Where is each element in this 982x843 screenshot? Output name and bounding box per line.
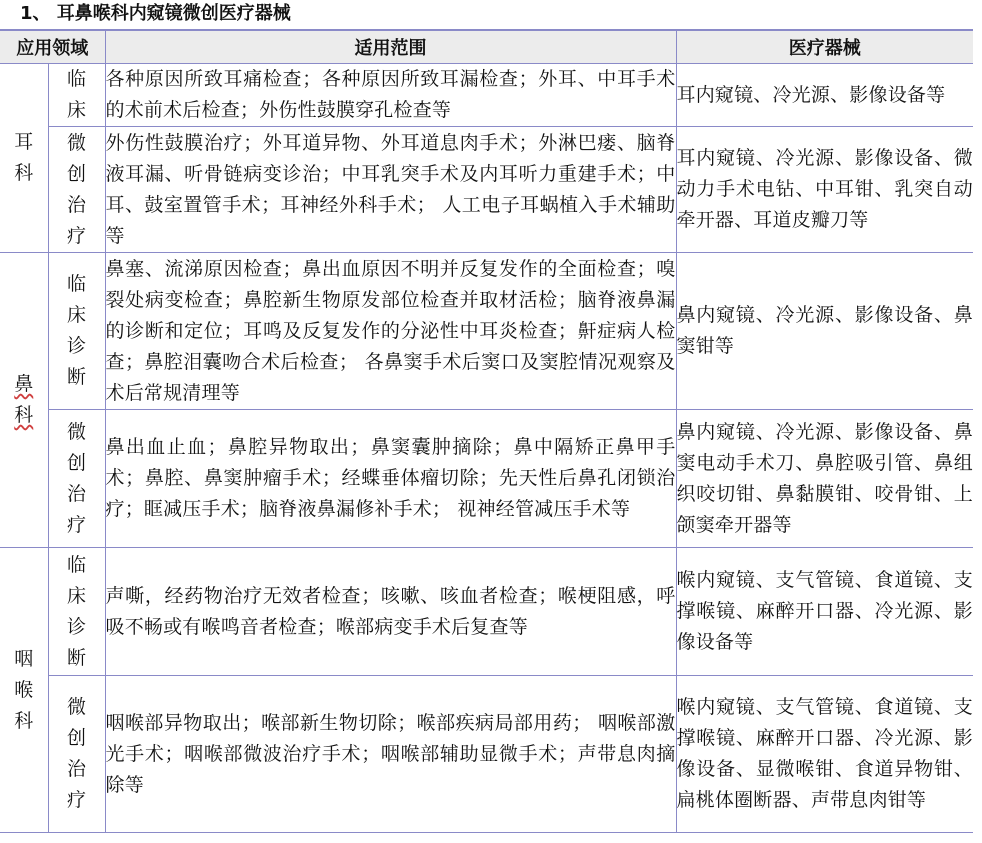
section-title: 1、 耳鼻喉科内窥镜微创医疗器械: [20, 3, 291, 24]
scope-cell: 鼻出血止血；鼻腔异物取出；鼻窦囊肿摘除；鼻中隔矫正鼻甲手术；鼻腔、鼻窦肿瘤手术；经蝶垂体瘤切除；先天性后鼻孔闭锁治疗；眶减压手术；脑脊液鼻漏修补手术； 视神经管减压手术等: [105, 410, 676, 548]
sub-cell: 临床诊断: [48, 253, 105, 410]
device-cell: 喉内窥镜、支气管镜、食道镜、支撑喉镜、麻醉开口器、冷光源、影像设备、显微喉钳、食道异物钳、扁桃体圈断器、声带息肉钳等: [676, 676, 973, 833]
table-header-row: [0, 30, 973, 64]
scope-cell: 鼻塞、流涕原因检查；鼻出血原因不明并反复发作的全面检查；嗅裂处病变检查；鼻腔新生物原发部位检查并取材活检；脑脊液鼻漏的诊断和定位；耳鸣及反复发作的分泌性中耳炎检查；鼾症病人检查；鼻腔泪囊吻合术后检查； 各鼻窦手术后窦口及窦腔情况观察及术后常规清理等: [105, 253, 676, 410]
field-cell: 鼻科: [0, 253, 48, 548]
scope-cell: 外伤性鼓膜治疗；外耳道异物、外耳道息肉手术；外淋巴瘘、脑脊液耳漏、听骨链病变诊治；中耳乳突手术及内耳听力重建手术；中耳、鼓室置管手术；耳神经外科手术； 人工电子耳蜗植入手术辅助等: [105, 127, 676, 253]
device-cell: 鼻内窥镜、冷光源、影像设备、鼻窦电动手术刀、鼻腔吸引管、鼻组织咬切钳、鼻黏膜钳、咬骨钳、上颌窦牵开器等: [676, 410, 973, 548]
field-cell: 咽喉科: [0, 548, 48, 833]
table-row: [0, 548, 973, 676]
sub-cell: 临床: [48, 64, 105, 127]
scope-cell: 咽喉部异物取出；喉部新生物切除；喉部疾病局部用药； 咽喉部激光手术；咽喉部微波治疗手术；咽喉部辅助显微手术；声带息肉摘除等: [105, 676, 676, 833]
device-cell: 鼻内窥镜、冷光源、影像设备、鼻窦钳等: [676, 253, 973, 410]
sub-cell: 微创治疗: [48, 676, 105, 833]
table-row: [0, 676, 973, 833]
sub-cell: 微创治疗: [48, 127, 105, 253]
sub-cell: 临床诊断: [48, 548, 105, 676]
device-table: [0, 29, 973, 833]
device-cell: 耳内窥镜、冷光源、影像设备、微动力手术电钻、中耳钳、乳突自动牵开器、耳道皮瓣刀等: [676, 127, 973, 253]
device-cell: 喉内窥镜、支气管镜、食道镜、支撑喉镜、麻醉开口器、冷光源、影像设备等: [676, 548, 973, 676]
table-row: [0, 253, 973, 410]
header-scope: 适用范围: [105, 30, 676, 64]
device-cell: 耳内窥镜、冷光源、影像设备等: [676, 64, 973, 127]
header-device: 医疗器械: [676, 30, 973, 64]
header-field: 应用领域: [0, 30, 105, 64]
sub-cell: 微创治疗: [48, 410, 105, 548]
table-row: [0, 410, 973, 548]
scope-cell: 各种原因所致耳痛检查；各种原因所致耳漏检查；外耳、中耳手术的术前术后检查；外伤性鼓膜穿孔检查等: [105, 64, 676, 127]
field-cell: 耳科: [0, 64, 48, 253]
table-row: [0, 64, 973, 127]
table-row: [0, 127, 973, 253]
scope-cell: 声嘶，经药物治疗无效者检查；咳嗽、咳血者检查；喉梗阻感，呼吸不畅或有喉鸣音者检查；喉部病变手术后复查等: [105, 548, 676, 676]
